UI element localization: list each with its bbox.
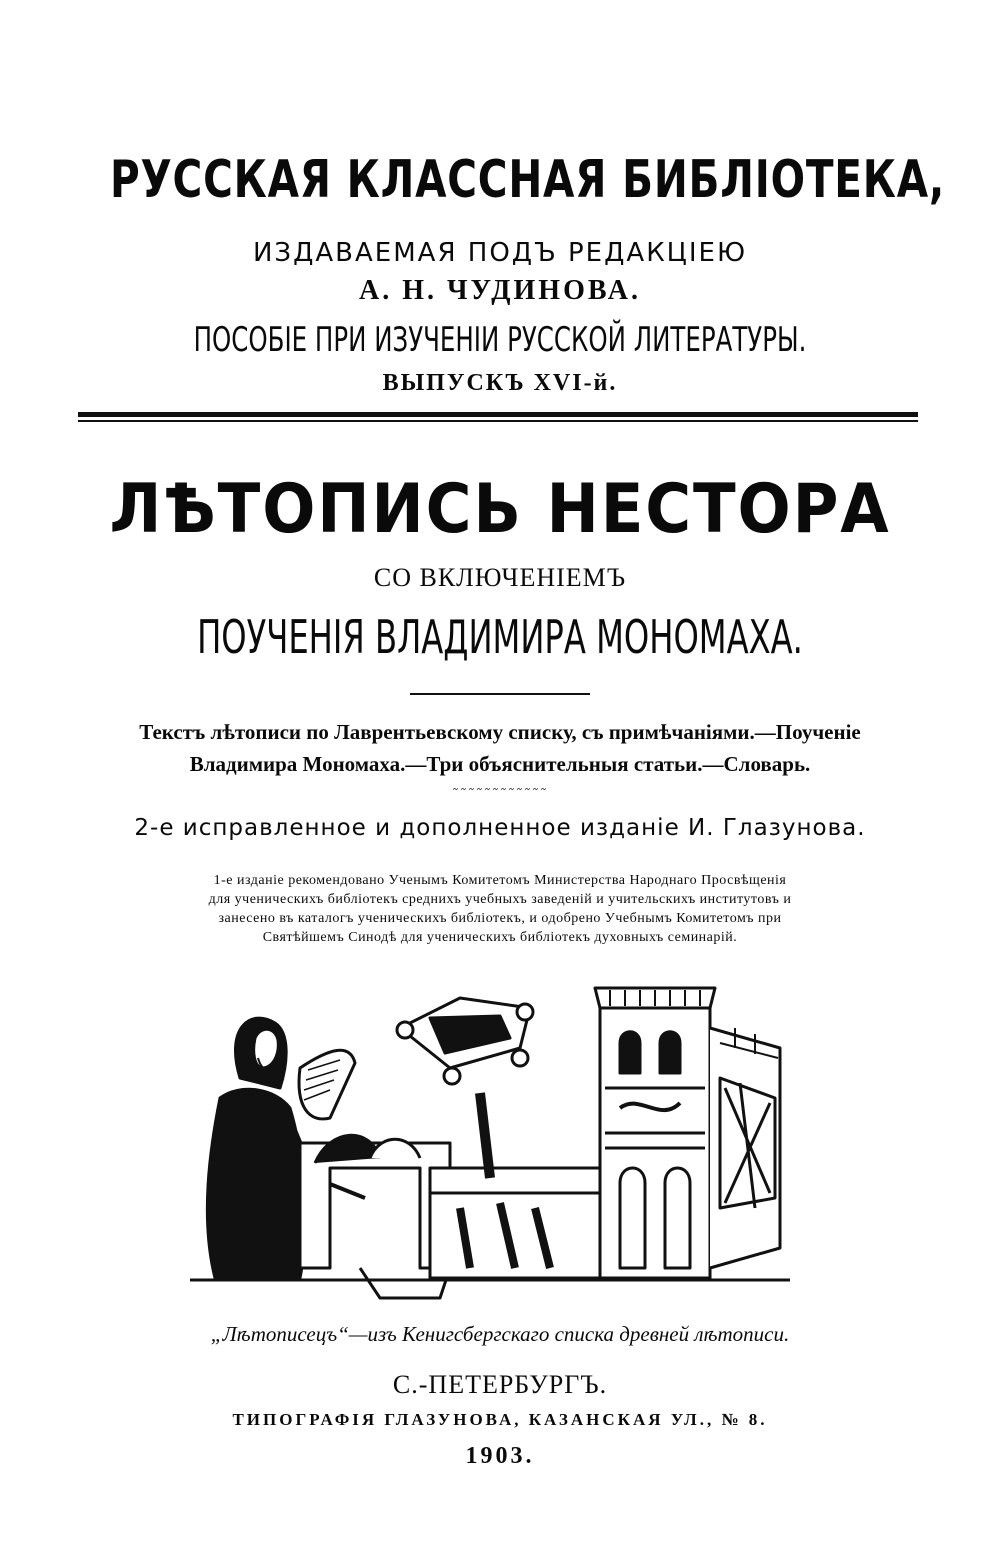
issue-number: ВЫПУСКЪ XVI-й. <box>382 370 618 396</box>
recommendation-line-1: 1-е изданіе рекомендовано Ученымъ Комитетомъ Министерства Народнаго Просвѣщенія <box>213 873 787 888</box>
imprint-city: С.-ПЕТЕРБУРГЪ. <box>392 1370 608 1399</box>
short-divider <box>410 693 590 695</box>
editor-name: А. Н. ЧУДИНОВА. <box>358 275 641 306</box>
main-title: ЛѢТОПИСЬ НЕСТОРА <box>109 470 891 549</box>
double-rule-thin <box>78 420 918 422</box>
recommendation-line-2: для ученическихъ библіотекъ среднихъ учебныхъ заведеній и учительскихъ институтовъ и <box>208 892 792 907</box>
description-line-1: Текстъ лѣтописи по Лаврентьевскому списку, съ примѣчаніями.—Поученіе <box>139 720 861 744</box>
edition-line: 2-е исправленное и дополненное изданіе И. Глазунова. <box>134 815 866 841</box>
with-inclusion-line: СО ВКЛЮЧЕНІЕМЪ <box>373 563 627 592</box>
flourish-ornament: ˜˜˜˜˜˜˜˜˜˜˜˜ <box>452 787 548 803</box>
imprint-year: 1903. <box>465 1443 535 1469</box>
double-rule-thick <box>78 412 918 417</box>
teaching-title: ПОУЧЕНІЯ ВЛАДИМИРА МОНОМАХА. <box>197 610 803 664</box>
imprint-printer: ТИПОГРАФІЯ ГЛАЗУНОВА, КАЗАНСКАЯ УЛ., № 8. <box>232 1410 768 1429</box>
chronicler-illustration <box>180 968 800 1308</box>
manual-subtitle: ПОСОБІЕ ПРИ ИЗУЧЕНІИ РУССКОЙ ЛИТЕРАТУРЫ. <box>193 320 807 360</box>
series-title: РУССКАЯ КЛАССНАЯ БИБЛІОТЕКА, <box>110 150 946 210</box>
edited-by-line: ИЗДАВАЕМАЯ ПОДЪ РЕДАКЦІЕЮ <box>252 238 748 268</box>
recommendation-line-3: занесено въ каталогъ ученическихъ библіотекъ, и одобрено Учебнымъ Комитетомъ при <box>218 911 782 926</box>
description-line-2: Владимира Мономаха.—Три объяснительныя статьи.—Словарь. <box>189 752 811 776</box>
illustration-caption: „Лѣтописецъ“—изъ Кенигсбергскаго списка древней лѣтописи. <box>210 1322 790 1346</box>
recommendation-line-4: Святѣйшемъ Синодѣ для ученическихъ библіотекъ духовныхъ семинарій. <box>262 930 738 945</box>
